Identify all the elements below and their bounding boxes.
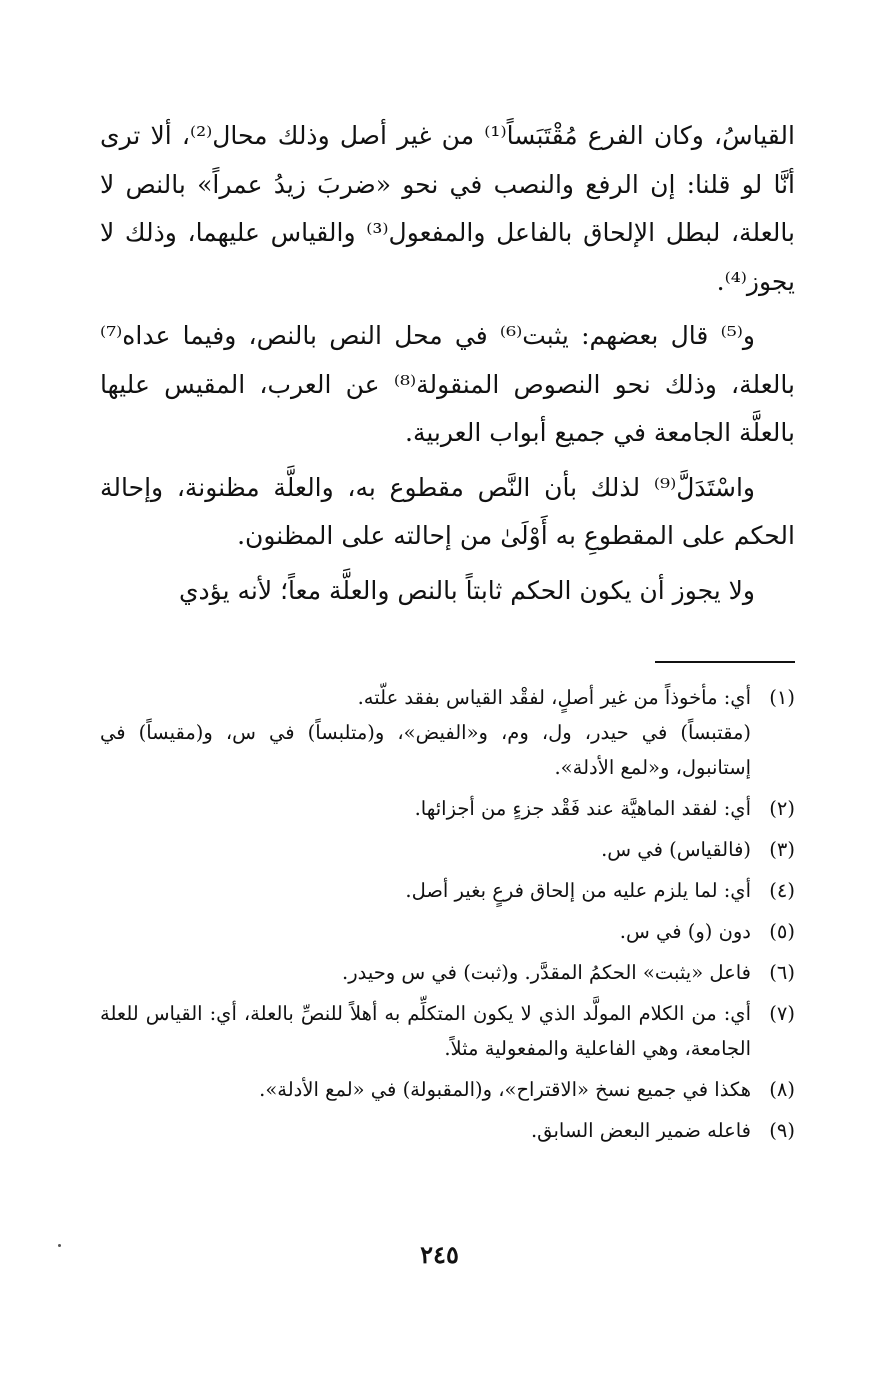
- footnote-number: (٥): [769, 920, 795, 943]
- footnote-number: (٨): [769, 1078, 795, 1101]
- footnote-line: دون (و) في س.: [619, 920, 751, 943]
- paragraph-4: ولا يجوز أن يكون الحكم ثابتاً بالنص والعلَّة معاً؛ لأنه يؤدي: [178, 575, 755, 605]
- footnote-line: أي: لما يلزم عليه من إلحاق فرعٍ بغير أصل.: [405, 879, 751, 902]
- footnote-line: فاعله ضمير البعض السابق.: [530, 1119, 751, 1142]
- footnote-number: (٧): [769, 1002, 795, 1025]
- footnote-divider: [655, 661, 795, 663]
- footnote-number: (٦): [769, 961, 795, 984]
- footnote-text: [100, 791, 751, 826]
- footnote-text: [100, 832, 751, 867]
- paragraph-3: واسْتَدَلَّ⁽⁹⁾ لذلك بأن النَّص مقطوع به، والعلَّة مظنونة، وإحالة الحكم على المقطوعِ به أَوْلَىٰ من إحالته على المظنون.: [100, 472, 795, 550]
- footnote-5: [100, 914, 795, 949]
- footnote-line: فاعل «يثبت» الحكمُ المقدَّر. و(ثبت) في س وحيدر.: [342, 961, 751, 984]
- footnote-7: [100, 996, 795, 1066]
- footnote-4: [100, 873, 795, 908]
- footnote-number: (١): [769, 686, 795, 709]
- footnote-text: [100, 955, 751, 990]
- footnotes: [100, 680, 795, 1154]
- footnote-text: [100, 914, 751, 949]
- footnote-number: (٢): [769, 797, 795, 820]
- paragraph-2: و⁽⁵⁾ قال بعضهم: يثبت⁽⁶⁾ في محل النص بالنص، وفيما عداه⁽⁷⁾ بالعلة، وذلك نحو النصوص المنقولة⁽⁸⁾ عن العرب، المقيس عليها بالعلَّة الجامعة في جميع أبواب العربية.: [100, 321, 796, 447]
- footnote-text: [100, 873, 751, 908]
- footnote-line: (مقتبساً) في حيدر، ول، وم، و«الفيض»، و(متلبساً) في س، و(مقيساً) في إستانبول، و«لمع الأدلة».: [100, 721, 751, 779]
- footnote-3: [100, 832, 795, 867]
- footnote-number: (٣): [769, 838, 795, 861]
- footnote-6: [100, 955, 795, 990]
- footnote-text: [100, 1113, 751, 1148]
- footnote-line: هكذا في جميع نسخ «الاقتراح»، و(المقبولة) في «لمع الأدلة».: [259, 1078, 751, 1101]
- scan-speck: [58, 1244, 61, 1247]
- footnote-number: (٩): [769, 1119, 795, 1142]
- footnote-2: [100, 791, 795, 826]
- footnote-1: [100, 680, 795, 785]
- footnote-line: أي: مأخوذاً من غير أصلٍ، لفقْد القياس بفقد علّته.: [357, 686, 751, 709]
- footnote-9: [100, 1113, 795, 1148]
- footnote-text: [100, 996, 751, 1066]
- paragraph-1: القياسُ، وكان الفرع مُقْتَبَساً⁽¹⁾ من غير أصل وذلك محال⁽²⁾، ألا ترى أنَّا لو قلنا: إن الرفع والنصب في نحو «ضربَ زيدُ عمراً» بالنص لا بالعلة، لبطل الإلحاق بالفاعل والمفعول⁽³⁾ والقياس عليهما، وذلك لا يجوز⁽⁴⁾.: [100, 121, 795, 296]
- main-text: [100, 112, 795, 621]
- footnote-text: [100, 1072, 751, 1107]
- footnote-number: (٤): [769, 879, 795, 902]
- footnote-line: (فالقياس) في س.: [601, 838, 751, 861]
- footnote-8: [100, 1072, 795, 1107]
- footnote-line: أي: من الكلام المولَّد الذي لا يكون المتكلِّم به أهلاً للنصِّ بالعلة، أي: القياس للعلة الجامعة، وهي الفاعلية والمفعولية مثلاً.: [100, 1002, 751, 1060]
- footnote-text: [100, 680, 751, 785]
- page-number: ٢٤٥: [420, 1240, 459, 1269]
- footnote-line: أي: لفقد الماهيَّة عند فَقْد جزءٍ من أجزائها.: [414, 797, 751, 820]
